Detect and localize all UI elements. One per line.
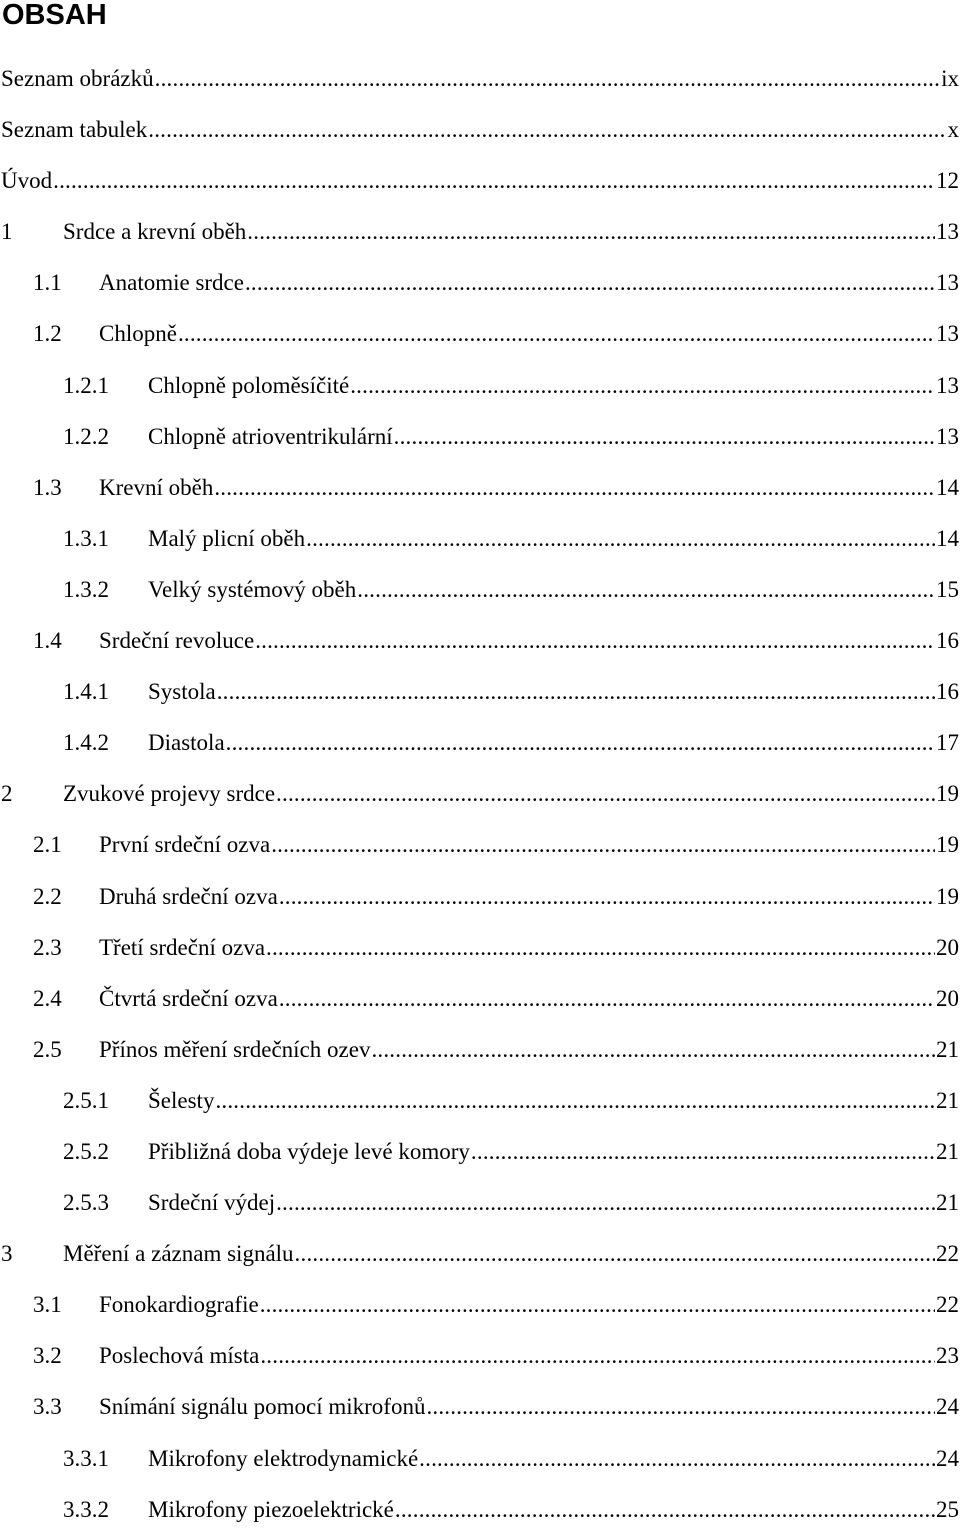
dot-leader	[295, 1228, 935, 1279]
toc-entry[interactable]	[0, 462, 960, 513]
toc-entry[interactable]	[0, 1177, 960, 1228]
dot-leader	[279, 973, 935, 1024]
toc-entry-title: Třetí srdeční ozva	[99, 922, 265, 973]
toc-entry-number: 3.1	[33, 1279, 99, 1330]
toc-entry-number: 1.4.1	[63, 666, 148, 717]
toc-entry-page: 24	[936, 1433, 960, 1484]
toc-entry[interactable]	[0, 513, 960, 564]
dot-leader	[394, 411, 935, 462]
toc-entry-page: 19	[936, 768, 960, 819]
dot-leader	[371, 1024, 935, 1075]
toc-entry[interactable]	[0, 768, 960, 819]
toc-entry-number: 3.3	[33, 1381, 99, 1432]
page-title: OBSAH	[2, 0, 107, 32]
toc-entry[interactable]	[0, 1279, 960, 1330]
toc-entry-title: Úvod	[1, 155, 52, 206]
toc-entry-title: Šelesty	[148, 1075, 214, 1126]
toc-entry-title: Srdce a krevní oběh	[63, 206, 246, 257]
dot-leader	[271, 819, 935, 870]
dot-leader	[217, 666, 935, 717]
toc-entry[interactable]	[0, 717, 960, 768]
toc-entry[interactable]	[0, 308, 960, 359]
toc-entry-number: 3.2	[33, 1330, 99, 1381]
dot-leader	[276, 768, 935, 819]
dot-leader	[226, 717, 935, 768]
toc-entry-page: 13	[936, 206, 960, 257]
toc-entry-page: 19	[936, 819, 960, 870]
toc-entry-number: 2.5.2	[63, 1126, 148, 1177]
dot-leader	[426, 1381, 935, 1432]
toc-entry-page: 13	[936, 411, 960, 462]
toc-entry-title: Diastola	[148, 717, 225, 768]
toc-entry-title: První srdeční ozva	[99, 819, 270, 870]
toc-entry-title: Čtvrtá srdeční ozva	[99, 973, 278, 1024]
toc-entry-number: 3.3.1	[63, 1433, 148, 1484]
toc-entry-number: 1.2.2	[63, 411, 148, 462]
toc-entry-number: 2.5.3	[63, 1177, 148, 1228]
toc-entry[interactable]	[0, 666, 960, 717]
toc-entry-number: 1.3.2	[63, 564, 148, 615]
toc-entry-number: 2.2	[33, 871, 99, 922]
toc-entry-page: 24	[936, 1381, 960, 1432]
dot-leader	[260, 1279, 935, 1330]
toc-entry-title: Velký systémový oběh	[148, 564, 356, 615]
dot-leader	[214, 462, 935, 513]
toc-entry[interactable]	[0, 257, 960, 308]
toc-entry-page: 12	[936, 155, 960, 206]
toc-entry-number: 3	[1, 1228, 63, 1279]
toc-entry-number: 3.3.2	[63, 1484, 148, 1535]
toc-entry-page: 13	[936, 308, 960, 359]
dot-leader	[279, 871, 935, 922]
toc-entry[interactable]	[0, 1228, 960, 1279]
dot-leader	[178, 308, 935, 359]
dot-leader	[395, 1484, 935, 1535]
toc-entry-title: Anatomie srdce	[99, 257, 244, 308]
toc-entry-page: 21	[936, 1177, 960, 1228]
toc-entry[interactable]	[0, 973, 960, 1024]
toc-entry-title: Chlopně	[99, 308, 177, 359]
dot-leader	[419, 1433, 935, 1484]
toc-entry-title: Srdeční revoluce	[99, 615, 254, 666]
toc-entry-page: 22	[936, 1279, 960, 1330]
toc-entry-page: 16	[936, 666, 960, 717]
toc-entry-title: Snímání signálu pomocí mikrofonů	[99, 1381, 425, 1432]
toc-entry-number: 2.5	[33, 1024, 99, 1075]
toc-entry-number: 1.1	[33, 257, 99, 308]
toc-entry-title: Chlopně atrioventrikulární	[148, 411, 393, 462]
dot-leader	[471, 1126, 935, 1177]
toc-entry-page: 17	[936, 717, 960, 768]
toc-entry-title: Seznam tabulek	[1, 104, 147, 155]
table-of-contents	[0, 53, 960, 1535]
toc-entry-number: 1.3	[33, 462, 99, 513]
toc-entry-title: Poslechová místa	[99, 1330, 259, 1381]
toc-entry-page: 15	[936, 564, 960, 615]
toc-entry-number: 2.5.1	[63, 1075, 148, 1126]
toc-entry-page: 14	[936, 513, 960, 564]
dot-leader	[266, 922, 935, 973]
dot-leader	[350, 360, 935, 411]
toc-entry-number: 2.1	[33, 819, 99, 870]
toc-entry-page: 19	[936, 871, 960, 922]
toc-entry-page: 21	[936, 1024, 960, 1075]
toc-entry[interactable]	[0, 104, 960, 155]
toc-entry-page: 21	[936, 1126, 960, 1177]
dot-leader	[357, 564, 935, 615]
dot-leader	[148, 104, 946, 155]
toc-entry-number: 1.4	[33, 615, 99, 666]
toc-entry-number: 1.3.1	[63, 513, 148, 564]
dot-leader	[276, 1177, 935, 1228]
toc-entry-title: Seznam obrázků	[1, 53, 154, 104]
toc-entry[interactable]	[0, 819, 960, 870]
toc-entry-page: ix	[941, 53, 960, 104]
dot-leader	[155, 53, 940, 104]
toc-entry-number: 2	[1, 768, 63, 819]
dot-leader	[245, 257, 935, 308]
toc-entry[interactable]	[0, 206, 960, 257]
toc-entry[interactable]	[0, 1330, 960, 1381]
toc-entry-page: 13	[936, 360, 960, 411]
toc-entry-page: 25	[936, 1484, 960, 1535]
toc-entry-title: Přibližná doba výdeje levé komory	[148, 1126, 470, 1177]
toc-entry-number: 1.4.2	[63, 717, 148, 768]
toc-entry[interactable]	[0, 155, 960, 206]
toc-entry-number: 2.4	[33, 973, 99, 1024]
toc-entry-page: 21	[936, 1075, 960, 1126]
toc-entry-title: Měření a záznam signálu	[63, 1228, 294, 1279]
toc-entry[interactable]	[0, 1484, 960, 1535]
toc-entry[interactable]	[0, 871, 960, 922]
toc-entry-title: Mikrofony elektrodynamické	[148, 1433, 418, 1484]
toc-entry-page: 22	[936, 1228, 960, 1279]
toc-entry-page: 20	[936, 922, 960, 973]
toc-entry[interactable]	[0, 1433, 960, 1484]
dot-leader	[255, 615, 935, 666]
toc-entry-title: Mikrofony piezoelektrické	[148, 1484, 394, 1535]
toc-entry[interactable]	[0, 615, 960, 666]
toc-entry-title: Zvukové projevy srdce	[63, 768, 275, 819]
dot-leader	[260, 1330, 935, 1381]
toc-entry-page: 23	[936, 1330, 960, 1381]
dot-leader	[247, 206, 935, 257]
toc-entry[interactable]	[0, 53, 960, 104]
toc-entry-title: Srdeční výdej	[148, 1177, 275, 1228]
dot-leader	[215, 1075, 935, 1126]
toc-entry-title: Druhá srdeční ozva	[99, 871, 278, 922]
toc-entry[interactable]	[0, 564, 960, 615]
toc-entry[interactable]	[0, 922, 960, 973]
toc-entry[interactable]	[0, 411, 960, 462]
toc-entry-number: 1.2	[33, 308, 99, 359]
toc-entry-page: 16	[936, 615, 960, 666]
toc-entry[interactable]	[0, 1024, 960, 1075]
toc-entry[interactable]	[0, 1381, 960, 1432]
toc-entry-page: 20	[936, 973, 960, 1024]
toc-entry-number: 2.3	[33, 922, 99, 973]
toc-entry-page: 13	[936, 257, 960, 308]
toc-entry-number: 1.2.1	[63, 360, 148, 411]
toc-entry-title: Přínos měření srdečních ozev	[99, 1024, 370, 1075]
dot-leader	[306, 513, 935, 564]
toc-entry[interactable]	[0, 1126, 960, 1177]
toc-entry-page: 14	[936, 462, 960, 513]
toc-entry-title: Chlopně poloměsíčité	[148, 360, 349, 411]
toc-entry[interactable]	[0, 360, 960, 411]
toc-entry-title: Malý plicní oběh	[148, 513, 305, 564]
toc-entry-title: Systola	[148, 666, 216, 717]
toc-entry-title: Krevní oběh	[99, 462, 213, 513]
toc-entry[interactable]	[0, 1075, 960, 1126]
toc-entry-page: x	[948, 104, 960, 155]
toc-entry-number: 1	[1, 206, 63, 257]
toc-entry-title: Fonokardiografie	[99, 1279, 259, 1330]
dot-leader	[53, 155, 935, 206]
